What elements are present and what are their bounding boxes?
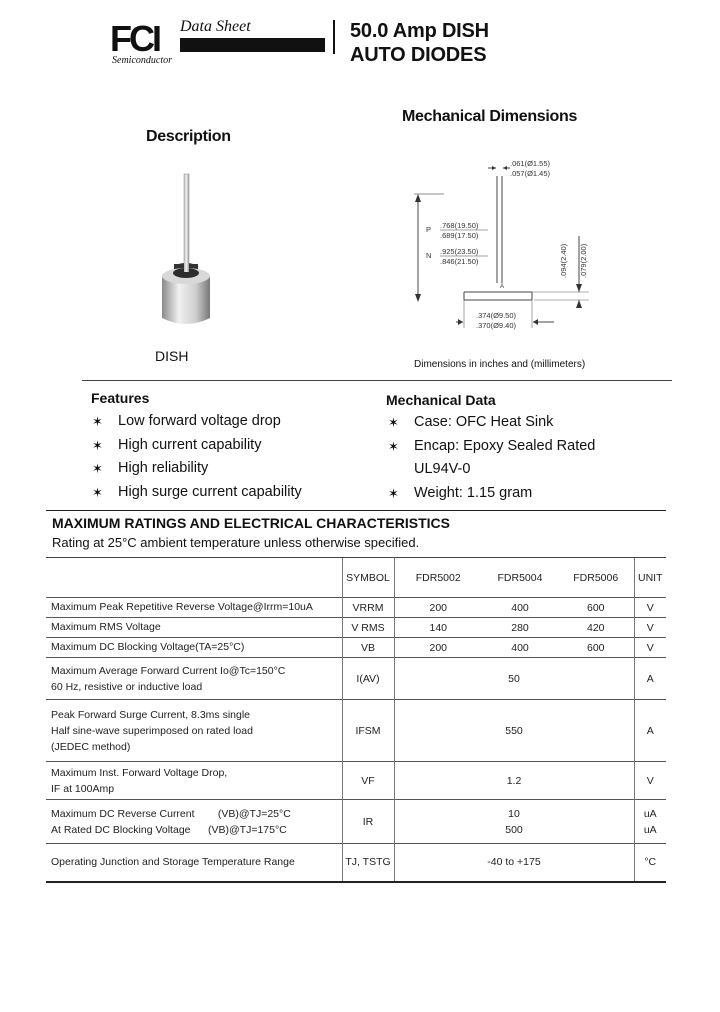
body-diameter-max: .374(Ø9.50) (476, 311, 517, 320)
mech-encap-continuation: UL94V-0 (414, 461, 471, 477)
bullet-icon: ✶ (388, 485, 399, 501)
table-row (46, 658, 666, 700)
symbol-cell: VB (342, 638, 394, 658)
param-header (46, 558, 342, 598)
value-cell: 600 (558, 598, 634, 618)
product-title-line1: 50.0 Amp DISH (350, 20, 489, 42)
value-cell: 1.2 (394, 762, 634, 800)
bullet-icon: ✶ (92, 484, 103, 500)
fci-logo (110, 18, 172, 58)
feature-text: High surge current capability (118, 483, 302, 500)
mechanical-data-heading: Mechanical Data (386, 392, 496, 408)
bullet-icon: ✶ (92, 437, 103, 453)
description-heading: Description (146, 128, 231, 145)
height-dim-max: .094(2.40) (559, 243, 568, 278)
param-cell (46, 800, 342, 844)
param-line: Maximum Inst. Forward Voltage Drop, (51, 766, 228, 779)
package-label: DISH (155, 348, 189, 364)
mech-text: Weight: 1.15 gram (414, 484, 533, 501)
symbol-cell: IR (342, 800, 394, 844)
unit-line: uA (643, 807, 657, 820)
param-line: IF at 100Amp (51, 782, 115, 795)
table-row (46, 598, 666, 618)
param-line: Maximum DC Reverse Current (VB)@TJ=25°C (51, 807, 291, 820)
n-dim-min: .846(21.50) (440, 257, 479, 266)
symbol-cell: VRRM (342, 598, 394, 618)
value-cell: 140 (394, 618, 482, 638)
param-cell (46, 658, 342, 700)
param-line: Peak Forward Surge Current, 8.3ms single (51, 708, 251, 721)
value-line: 10 (508, 807, 520, 820)
p-dim-min: .689(17.50) (440, 231, 479, 240)
logo-text: FCI (110, 18, 159, 58)
symbol-cell: I(AV) (342, 658, 394, 700)
feature-item (92, 434, 302, 458)
table-header-row (46, 558, 666, 598)
features-list (92, 410, 302, 504)
lead-diameter-min: .057(Ø1.45) (510, 169, 551, 178)
mech-text: Encap: Epoxy Sealed Rated (414, 437, 596, 454)
unit-cell (634, 800, 666, 844)
features-heading: Features (91, 390, 150, 406)
body-diameter-min: .370(Ø9.40) (476, 321, 517, 330)
value-cell: 420 (558, 618, 634, 638)
mechanical-data-list (388, 411, 595, 505)
unit-cell: V (634, 638, 666, 658)
col-fdr5002: FDR5002 (394, 558, 482, 598)
value-cell: 200 (394, 598, 482, 618)
mech-item (388, 411, 595, 435)
svg-text:A: A (500, 284, 505, 290)
col-fdr5004: FDR5004 (482, 558, 558, 598)
param-line: At Rated DC Blocking Voltage (VB)@TJ=175°C (51, 823, 287, 836)
product-title-line2: AUTO DIODES (350, 44, 487, 66)
dimensions-drawing (404, 158, 594, 333)
symbol-cell: IFSM (342, 700, 394, 762)
symbol-cell: TJ, TSTG (342, 844, 394, 882)
unit-header: UNIT (634, 558, 666, 598)
param-line: Maximum Average Forward Current Io@Tc=150°C (51, 664, 286, 677)
dimensions-note: Dimensions in inches and (millimeters) (414, 359, 586, 370)
dish-diode-image (150, 172, 220, 332)
table-row (46, 618, 666, 638)
param-cell: Maximum DC Blocking Voltage(TA=25°C) (46, 638, 342, 658)
bullet-icon: ✶ (388, 415, 399, 430)
n-label: N (426, 251, 432, 260)
table-row (46, 762, 666, 800)
unit-cell: V (634, 618, 666, 638)
value-cell: 400 (482, 638, 558, 658)
height-dim-min: .079(2.00) (579, 243, 588, 278)
value-cell (394, 800, 634, 844)
table-row (46, 700, 666, 762)
table-row (46, 844, 666, 882)
lead-diameter-max: .061(Ø1.55) (510, 159, 551, 168)
mech-item (388, 435, 595, 459)
mech-item (388, 482, 595, 506)
header-divider (333, 20, 335, 54)
ratings-table (46, 557, 666, 883)
param-cell (46, 700, 342, 762)
feature-item (92, 481, 302, 505)
feature-text: Low forward voltage drop (118, 413, 281, 429)
table-row (46, 638, 666, 658)
unit-cell: A (634, 700, 666, 762)
n-dim-max: .925(23.50) (440, 247, 479, 256)
value-cell: 400 (482, 598, 558, 618)
param-line: (JEDEC method) (51, 740, 131, 753)
param-cell: Maximum Peak Repetitive Reverse Voltage@Irrm=10uA (46, 598, 342, 618)
param-cell (46, 762, 342, 800)
value-cell: 200 (394, 638, 482, 658)
unit-cell: °C (634, 844, 666, 882)
ratings-subheading: Rating at 25°C ambient temperature unless otherwise specified. (52, 535, 420, 550)
symbol-cell: V RMS (342, 618, 394, 638)
bullet-icon: ✶ (92, 414, 103, 429)
value-cell: 600 (558, 638, 634, 658)
bullet-icon: ✶ (388, 438, 399, 454)
param-line: Half sine-wave superimposed on rated load (51, 724, 253, 737)
value-cell: 550 (394, 700, 634, 762)
param-cell: Maximum RMS Voltage (46, 618, 342, 638)
param-cell: Operating Junction and Storage Temperature Range (46, 844, 342, 882)
unit-line: uA (643, 823, 657, 836)
value-cell: 280 (482, 618, 558, 638)
section-divider (82, 380, 672, 381)
symbol-header: SYMBOL (342, 558, 394, 598)
datasheet-label: Data Sheet (180, 18, 251, 35)
feature-text: High current capability (118, 436, 262, 453)
datasheet-bar (180, 38, 325, 52)
unit-cell: V (634, 598, 666, 618)
value-line: 500 (505, 823, 523, 836)
value-cell: -40 to +175 (394, 844, 634, 882)
feature-item (92, 410, 302, 434)
bullet-icon: ✶ (92, 461, 103, 476)
ratings-heading: MAXIMUM RATINGS AND ELECTRICAL CHARACTERISTICS (52, 515, 450, 531)
p-dim-max: .768(19.50) (440, 221, 479, 230)
semiconductor-label: Semiconductor (112, 55, 172, 66)
mech-text: Case: OFC Heat Sink (414, 414, 554, 430)
p-label: P (426, 225, 432, 234)
feature-item (92, 457, 302, 481)
ratings-top-rule (46, 510, 666, 511)
unit-cell: A (634, 658, 666, 700)
unit-cell: V (634, 762, 666, 800)
param-line: 60 Hz, resistive or inductive load (51, 680, 203, 693)
col-fdr5006: FDR5006 (558, 558, 634, 598)
symbol-cell: VF (342, 762, 394, 800)
feature-text: High reliability (118, 460, 209, 476)
table-row (46, 800, 666, 844)
value-cell: 50 (394, 658, 634, 700)
mechanical-dimensions-heading: Mechanical Dimensions (402, 108, 578, 125)
